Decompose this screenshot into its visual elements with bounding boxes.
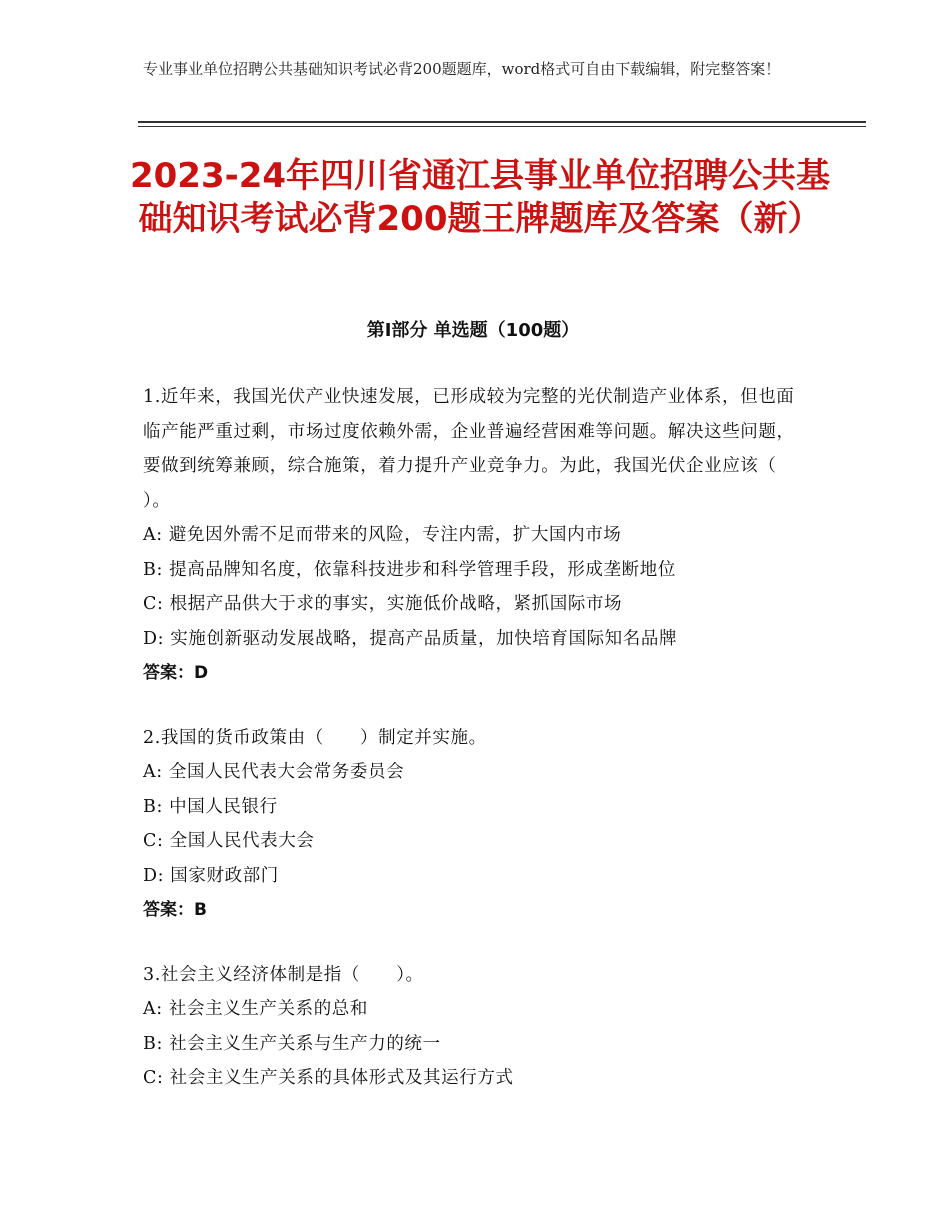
option-a: A: 避免因外需不足而带来的风险，专注内需，扩大国内市场 <box>143 525 622 545</box>
question-stem: 1.近年来，我国光伏产业快速发展，已形成较为完整的光伏制造产业体系，但也面临产能严重过剩，市场过度依赖外需，企业普遍经营困难等问题。解决这些问题，要做到统筹兼顾，综合施策，着力提升产业竞争力。为此，我国光伏企业应该（ ）。 <box>143 387 795 511</box>
answer-line: 答案：B <box>143 900 207 920</box>
question-2 <box>143 721 803 928</box>
question-stem: 3.社会主义经济体制是指（ ）。 <box>143 964 424 985</box>
header-note: 专业事业单位招聘公共基础知识考试必背200题题库，word格式可自由下载编辑，附完整答案！ <box>143 60 781 78</box>
option-d: D: 国家财政部门 <box>143 865 279 886</box>
part-heading: 第Ⅰ部分 单选题（100题） <box>366 320 580 341</box>
question-3 <box>143 958 803 1096</box>
answer-line: 答案：D <box>143 663 209 683</box>
option-b: B: 提高品牌知名度，依靠科技进步和科学管理手段，形成垄断地位 <box>143 559 676 580</box>
option-a: A: 全国人民代表大会常务委员会 <box>143 762 405 782</box>
option-d: D: 实施创新驱动发展战略，提高产品质量，加快培育国际知名品牌 <box>143 628 678 649</box>
option-a: A: 社会主义生产关系的总和 <box>143 999 368 1019</box>
option-c: C: 根据产品供大于求的事实，实施低价战略，紧抓国际市场 <box>143 594 623 614</box>
option-c: C: 全国人民代表大会 <box>143 831 315 851</box>
question-list <box>143 380 803 1126</box>
header-rule-thin <box>138 126 866 127</box>
header-rule-thick <box>138 121 866 123</box>
option-c: C: 社会主义生产关系的具体形式及其运行方式 <box>143 1068 514 1088</box>
question-1 <box>143 380 803 691</box>
document-title: 2023-24年四川省通江县事业单位招聘公共基础知识考试必背200题王牌题库及答案（新） <box>129 156 831 239</box>
option-b: B: 中国人民银行 <box>143 796 278 817</box>
option-b: B: 社会主义生产关系与生产力的统一 <box>143 1033 441 1054</box>
question-stem: 2.我国的货币政策由（ ）制定并实施。 <box>143 727 487 748</box>
